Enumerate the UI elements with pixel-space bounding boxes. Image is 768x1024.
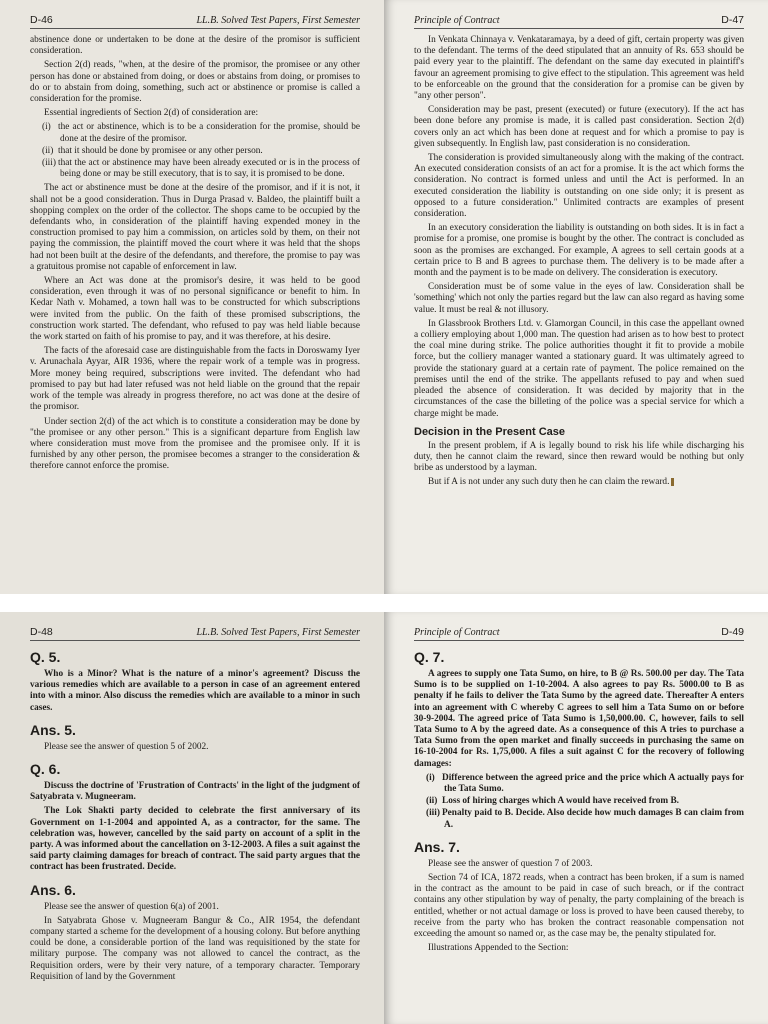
page-number: D-46 — [30, 14, 53, 26]
ingredients-list — [30, 122, 360, 180]
question-text: Who is a Minor? What is the nature of a minor's agreement? Discuss the various remedies which are available to a person in case of an agreement entered into with a minor. Also discuss the remedies which are available to a minor in such cases. — [30, 669, 360, 713]
page-d46 — [0, 0, 384, 594]
paragraph: In an executory consideration the liability is outstanding on both sides. It is in fact a promise for a promise, one promise is bought by the other. The contract is concluded as soon as the promises are exchanged. For example, A agrees to sell certain goods at a certain price to B and B agrees to purchase them. The delivery is to be made after a month and the payment is to be made on delivery. The consideration is executory. — [414, 223, 744, 279]
list-item: (ii) that it should be done by promisee or any other person. — [42, 145, 263, 156]
list-item: (i) the act or abstinence, which is to be a consideration for the promise, should be done at the desire of the promisor. — [42, 122, 360, 144]
answer-label: Ans. 6. — [30, 881, 76, 898]
page-number: D-49 — [721, 626, 744, 638]
paragraph: Where an Act was done at the promisor's desire, it was held to be good consideration, even through it was of no personal significance or benefit to him. In Kedar Nath v. Mohamed, a town hall was to be constructed for which subscriptions were invited from the public. On the faith of these promised subscriptions, the construction work started. The defendant, who refused to pay was held liable because the work started on faith of his promise to pay, and it was therefore, at his desire. — [30, 276, 360, 343]
page-header — [30, 14, 360, 29]
running-title: LL.B. Solved Test Papers, First Semester — [196, 627, 360, 638]
paragraph: Consideration must be of some value in the eyes of law. Consideration shall be 'something' which not only the parties regard but the law can also regard as having some value. It must be real & not illusory. — [414, 282, 744, 315]
question-label: Q. 5. — [30, 649, 61, 665]
running-title: Principle of Contract — [414, 15, 500, 26]
list-item: (i) Difference between the agreed price and the price which A actually pays for the Tata Sumo. — [426, 772, 744, 795]
page-header — [414, 14, 744, 29]
paragraph: In the present problem, if A is legally bound to risk his life while discharging his duty, then he cannot claim the reward, since then reward would be nothing but only bribe as understood by a layman. — [414, 440, 744, 474]
paragraph: Section 2(d) reads, "when, at the desire of the promisor, the promisee or any other person has done or abstained from doing, or does or abstains from doing, or promises to do or to abstain from doing, something, such act or abstinence or promise is called a consideration for the promise. — [30, 60, 360, 105]
paragraph: Essential ingredients of Section 2(d) of consideration are: — [44, 108, 259, 119]
paragraph: In Glassbrook Brothers Ltd. v. Glamorgan Council, in this case the appellant owned a colliery employing about 1,000 man. The question had arisen as to how best to protect the coal mine during strike. The police authorities thought it fit to provide a mobile force, but the colliery manager wanted a stationary guard. It was ultimately agreed to provide the stationary guard at a certain rate of payment. The police remained on the premises until the end of the strike. The appellants refused to pay and when sued pleaded the absence of consideration. It was decided by majority that in the circumstances of the case the billeting of the police was a special service for which a charge might be made. — [414, 318, 744, 419]
page-d47 — [384, 0, 768, 594]
list-item: (ii) Loss of hiring charges which A would have received from B. — [426, 796, 679, 807]
question-label: Q. 6. — [30, 761, 61, 778]
paragraph: The facts of the aforesaid case are distinguishable from the facts in Doroswamy Iyer v. Arunachala Ayyar, AIR 1936, where the repair work of a temple was in progress. More money being required, subscriptions were invited. The defendant who had promised to pay but had later refused was not held liable on the ground that the repair work of the temple was already in progress therefore, no act was done at the desire of the promisor. — [30, 346, 360, 413]
paragraph: Consideration may be past, present (executed) or future (executory). If the act has been done before any promise is made, it is called past consideration. Section 2(d) covers only an act which has been done at request and for which a promise to pay is given subsequently. In English law, past consideration is no consideration. — [414, 105, 744, 149]
page-header — [414, 626, 744, 641]
page-header — [30, 626, 360, 641]
page-d48 — [0, 612, 384, 1024]
answer-text: Section 74 of ICA, 1872 reads, when a contract has been broken, if a sum is named in the contract as the amount to be paid in case of such breach, or if the contract contains any other stipulation by way of penalty, the party complaining of the breach is entitled, whether or not actual damage or loss is proved to have been caused thereby, to receive from the party who has broken the contract reasonable compensation not exceeding the amount so named or, as the case may be, the penalty stipulated for. — [414, 873, 744, 940]
paragraph: abstinence done or undertaken to be done at the desire of the promisor is sufficient consideration. — [30, 35, 360, 57]
page-d49 — [384, 612, 768, 1024]
paragraph: Under section 2(d) of the act which is to constitute a consideration may be done by "the promisee or any other person." This is a significant departure from English law where consideration must move from the promisee and the promisee only. If it is furnished by any other person, the promisee becomes a stranger to the consideration & therefore cannot enforce the promise. — [30, 416, 360, 472]
answer-label: Ans. 7. — [414, 838, 460, 855]
pen-mark-icon — [671, 478, 674, 486]
list-item: (iii) that the act or abstinence may have been already executed or is in the process of being done or may be still executory, that is to say, it is promised to be done. — [42, 158, 360, 180]
answer-text: Please see the answer of question 5 of 2002. — [44, 741, 209, 752]
spread-divider — [0, 594, 768, 612]
section-heading: Decision in the Present Case — [414, 425, 565, 438]
answer-text: Please see the answer of question 7 of 2003. — [428, 858, 593, 869]
paragraph: The act or abstinence must be done at the desire of the promisor, and if it is not, it shall not be a good consideration. Thus in Durga Prasad v. Baldeo, the plaintiff built a shopping complex on the order of the collector. The shops came to be occupied by the defendants who, in consideration of the plaintiff having expended money in the construction promised to pay him a commission, on articles sold by them, on their not paying the commission, the plaintiff moved the court where it was held that the shops had not been built at the desire of the defendants, and therefore, the promise to pay was a gratuitous promise not capable of enforcement in law. — [30, 183, 360, 272]
paragraph: The consideration is provided simultaneously along with the making of the contract. An executed consideration consists of an act for a promise. It is the act which forms the consideration. No contract is formed unless and until the Act is performed. In an executed consideration the liability is outstanding on one side only; it is present as opposed to a future consideration." Unlimited contracts are examples of present consideration. — [414, 153, 744, 220]
running-title: Principle of Contract — [414, 627, 500, 638]
damages-list — [414, 773, 744, 831]
running-title: LL.B. Solved Test Papers, First Semester — [196, 15, 360, 26]
answer-text: In Satyabrata Ghose v. Mugneeram Bangur & Co., AIR 1954, the defendant company started a scheme for the development of a housing colony. But before anything could be done, a considerable portion of the land was requisitioned by the state for military purpose. The company was not allowed to cancel the contract, as the Requisition orders, were by their very nature, of a temporary character. Temporary Requisition of land by the Government — [30, 915, 360, 982]
question-text: Discuss the doctrine of 'Frustration of Contracts' in the light of the judgment of Satyabrata v. Mugneeram. — [30, 781, 360, 803]
list-item: (iii) Penalty paid to B. Decide. Also decide how much damages B can claim from A. — [426, 808, 744, 830]
spread-bottom — [0, 612, 768, 1024]
question-label: Q. 7. — [414, 649, 445, 665]
paragraph: In Venkata Chinnaya v. Venkataramaya, by a deed of gift, certain property was given to the defendant. The terms of the deed stipulated that an annuity of Rs. 653 should be paid every year to the plaintiff. The defendant on the same day executed in plaintiff's favour an agreement promising to give effect to the stipulation. This agreement was held to be enforceable on the ground that the consideration for a promise can be given by "any other person". — [414, 35, 744, 102]
answer-text: Illustrations Appended to the Section: — [428, 943, 569, 954]
page-number: D-47 — [721, 14, 744, 26]
question-text: A agrees to supply one Tata Sumo, on hire, to B @ Rs. 500.00 per day. The Tata Sumo is to be supplied on 1-10-2004. A also agrees to pay Rs. 5000.00 to B as penalty if he fails to deliver the Tata Sumo by the agreed date. Thereafter A enters into an agreement with C whereby C agrees to sell him a Tata Sumo on or before 30-9-2004. The agreed price of Tata Sumo is 1,50,000.00. C, however, fails to sell Tata Sumo to A by the agreed date. As a consequence of this A tries to purchase a Tata Sumo from the open market and finally succeeds in purchasing the same on 16-10-2004 for Rs. 1,75,000. A files a suit against C for the recovery of following damages: — [414, 669, 744, 769]
paragraph: But if A is not under any such duty then he can claim the reward. — [414, 477, 744, 488]
question-text: The Lok Shakti party decided to celebrate the first anniversary of its Government on 1-1-2004 and appointed A, as a contractor, for the same. The celebration was, however, cancelled by the said party on account of a split in the party. A was informed about the cancellation on 3-12-2003. A files a suit against the said party claiming damages for breach of contract. The said party argues that the contract has been frustrated. Decide. — [30, 806, 360, 873]
page-number: D-48 — [30, 626, 53, 638]
answer-label: Ans. 5. — [30, 721, 76, 738]
answer-text: Please see the answer of question 6(a) of 2001. — [44, 901, 219, 912]
